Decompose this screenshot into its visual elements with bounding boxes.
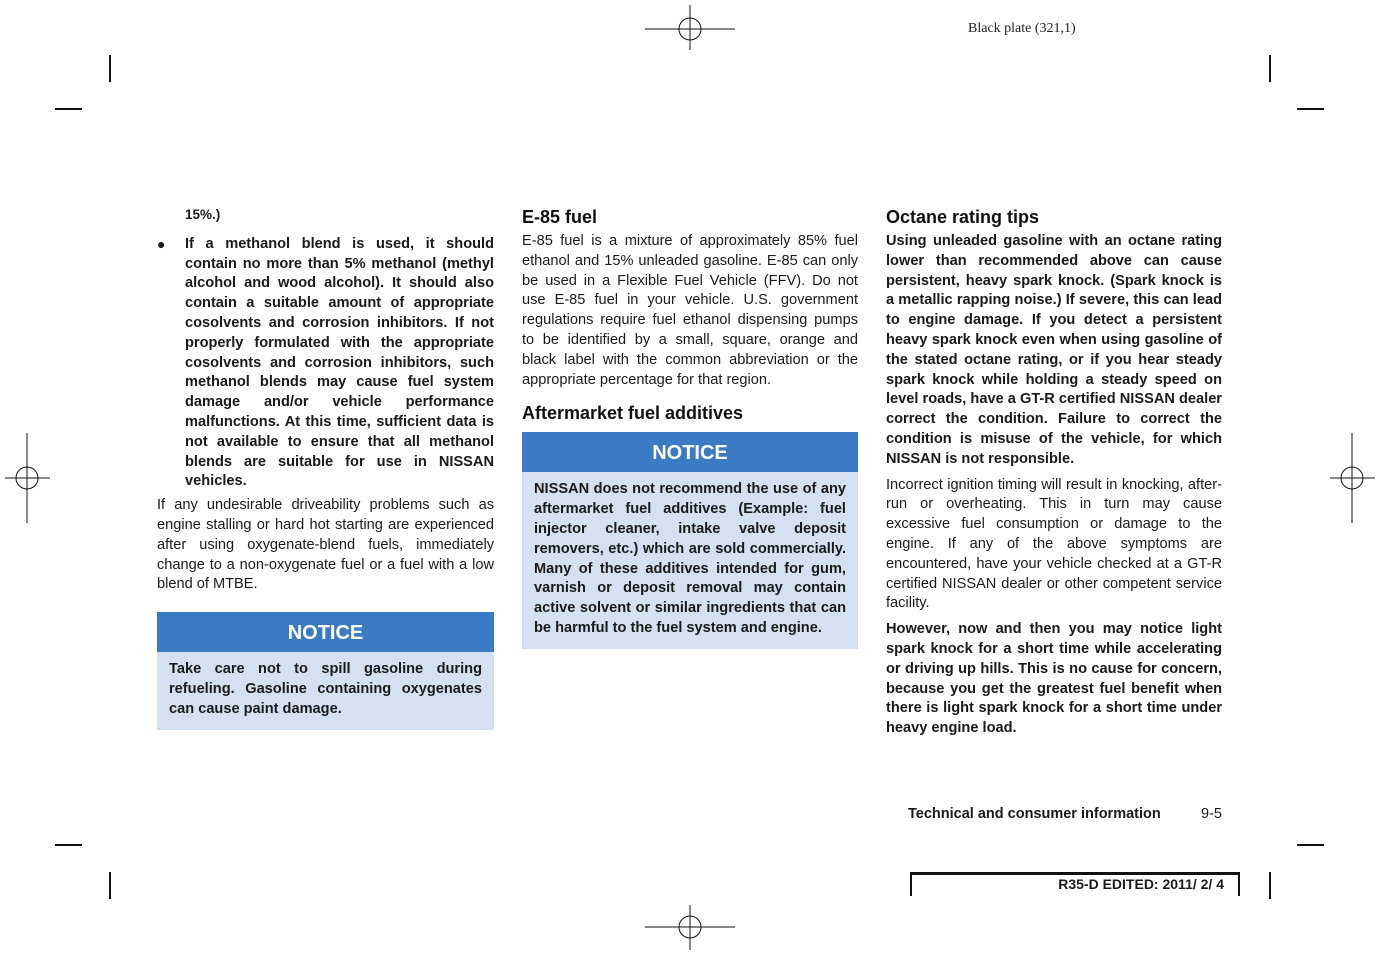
notice-text: NISSAN does not recommend the use of any aftermarket fuel additives (Example: fuel injector cleaner, intake valve deposit removers, etc.) which are sold commercially. Many of these additives intended for gum, varnish or deposit removal may contain active solvent or similar ingredients that can be harmful to the fuel system and engine. [534,481,846,636]
notice-title: NOTICE [157,612,494,652]
bullet-text: If a methanol blend is used, it should contain no more than 5% methanol (methyl alcohol and wood alcohol). It should also contain a suitable amount of appropriate cosolvents and corrosion inhibitors. If not properly formulated with the appropriate cosolvents and corrosion inhibitors, such methanol blends may cause fuel system damage and/or vehicle performance malfunctions. At this time, sufficient data is not available to ensure that all methanol blends are suitable for use in NISSAN vehicles. [185,235,494,490]
heading-octane-rating-tips: Octane rating tips [886,207,1040,227]
edited-stamp [910,872,1240,896]
bullet-item [157,235,494,492]
octane-warning-text: Using unleaded gasoline with an octane rating lower than recommended above can cause persistent, heavy spark knock. (Spark knock is a metallic rapping noise.) If severe, this can lead to engine damage. If you detect a persistent heavy spark knock even when using gasoline of the stated octane rating, or if you hear steady spark knock while holding a steady speed on level roads, have a GT-R certified NISSAN dealer correct the condition. Failure to correct the condition is misuse of the vehicle, for which NISSAN is not responsible. [886,233,1222,467]
registration-mark-bottom [645,905,735,950]
notice-title: NOTICE [522,432,858,472]
spark-knock-text: However, now and then you may notice light spark knock for a short time while accelerating or driving up hills. This is no cause for concern, because you get the greatest fuel benefit when there is light spark knock for a short time under heavy engine load. [886,621,1222,737]
column-3 [886,205,1222,739]
notice-text: Take care not to spill gasoline during refueling. Gasoline containing oxygenates can cause paint damage. [169,661,482,717]
bullet-icon: ● [157,235,166,252]
heading-aftermarket-additives: Aftermarket fuel additives [522,403,744,424]
oxygenate-paragraph: If any undesirable driveability problems such as engine stalling or hard hot starting are experienced after using oxygenate-blend fuels, immediately change to a non-oxygenate fuel or a fuel with a low blend of MTBE. [157,497,494,593]
column-2 [522,205,858,649]
column-1 [157,205,494,730]
footer-section-title: Technical and consumer information [908,806,1161,822]
edited-text: R35-D EDITED: 2011/ 2/ 4 [1058,876,1224,892]
registration-mark-left [5,433,50,523]
continuation-text: 15%.) [185,207,221,222]
heading-e85-fuel: E-85 fuel [522,207,598,227]
notice-box-paint [157,612,494,729]
e85-paragraph: E-85 fuel is a mixture of approximately 85% fuel ethanol and 15% unleaded gasoline. E-85 can only be used in a Flexible Fuel Vehicle (FFV). Do not use E-85 fuel in your vehicle. U.S. government regulations require fuel ethanol dispensing pumps to be identified by a small, square, orange and black label with the common abbreviation or the appropriate percentage for that region. [522,233,858,388]
registration-mark-right [1330,433,1375,523]
registration-mark-top [645,5,735,50]
page-footer [908,806,1222,822]
page-number: 9-5 [1201,806,1222,822]
ignition-paragraph: Incorrect ignition timing will result in knocking, after-run or overheating. This in turn may cause excessive fuel consumption or damage to the engine. If any of the above symptoms are encountered, have your vehicle checked at a GT-R certified NISSAN dealer or other competent service facility. [886,476,1222,612]
plate-label: Black plate (321,1) [968,21,1076,36]
notice-box-additives [522,432,858,648]
